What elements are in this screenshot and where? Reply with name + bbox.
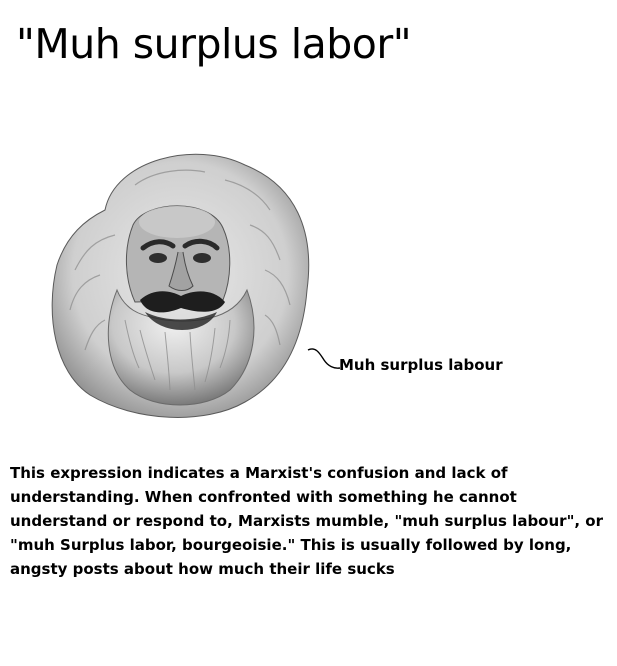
page-title: "Muh surplus labor" (16, 20, 412, 68)
description-line: understanding. When confronted with something he cannot (10, 488, 517, 506)
description-line: This expression indicates a Marxist's confusion and lack of (10, 464, 508, 482)
description-text (10, 461, 610, 581)
description-line: "muh Surplus labor, bourgeoisie." This is usually followed by long, (10, 536, 572, 554)
description-line: understand or respond to, Marxists mumble, "muh surplus labour", or (10, 512, 604, 530)
description-line: angsty posts about how much their life sucks (10, 560, 395, 578)
caption-leader-line (306, 344, 342, 374)
portrait-image (45, 140, 315, 425)
caption-label: Muh surplus labour (339, 356, 503, 374)
